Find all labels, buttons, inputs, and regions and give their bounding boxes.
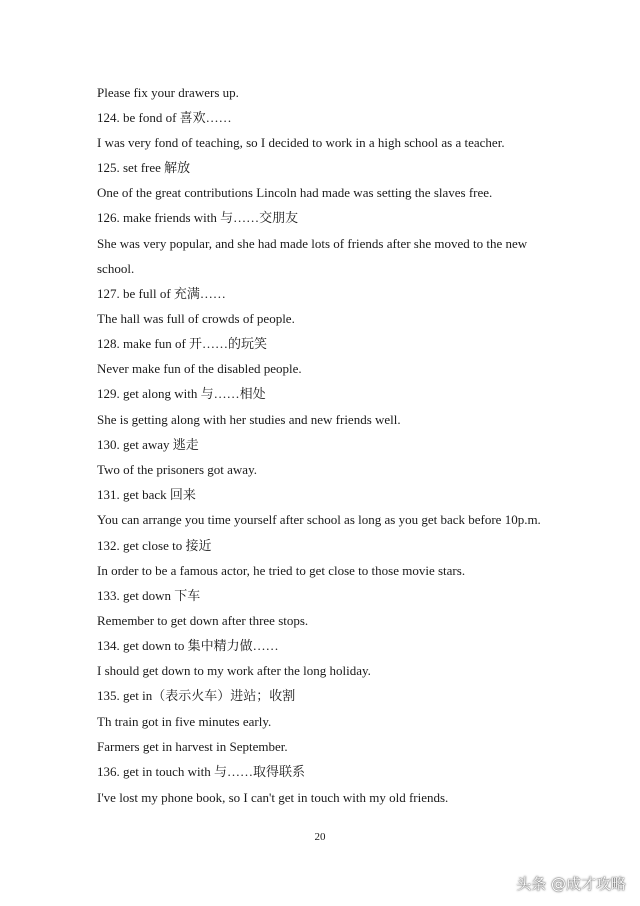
phrase-heading-128: 128. make fun of 开……的玩笑	[97, 336, 268, 351]
text-line: Please fix your drawers up.	[97, 85, 239, 100]
phrase-heading-125: 125. set free 解放	[97, 160, 191, 175]
watermark: 头条 @成才攻略	[516, 875, 626, 893]
example-sentence: I should get down to my work after the long holiday.	[97, 663, 371, 678]
example-sentence-continued: school.	[97, 261, 135, 276]
example-sentence: Two of the prisoners got away.	[97, 462, 257, 477]
phrase-heading-134: 134. get down to 集中精力做……	[97, 638, 279, 653]
example-sentence: The hall was full of crowds of people.	[97, 311, 295, 326]
example-sentence: In order to be a famous actor, he tried to get close to those movie stars.	[97, 563, 466, 578]
phrase-heading-132: 132. get close to 接近	[97, 538, 212, 553]
example-sentence: She was very popular, and she had made lots of friends after she moved to the new	[97, 236, 528, 251]
example-sentence: One of the great contributions Lincoln had made was setting the slaves free.	[97, 185, 493, 200]
phrase-heading-127: 127. be full of 充满……	[97, 286, 226, 301]
phrase-heading-135: 135. get in（表示火车）进站；收割	[97, 688, 296, 703]
example-sentence: Remember to get down after three stops.	[97, 613, 309, 628]
example-sentence: Never make fun of the disabled people.	[97, 361, 302, 376]
phrase-heading-136: 136. get in touch with 与……取得联系	[97, 764, 305, 779]
phrase-heading-133: 133. get down 下车	[97, 588, 201, 603]
example-sentence: Farmers get in harvest in September.	[97, 739, 288, 754]
phrase-heading-129: 129. get along with 与……相处	[97, 386, 266, 401]
example-sentence: I've lost my phone book, so I can't get in touch with my old friends.	[97, 790, 449, 805]
phrase-heading-126: 126. make friends with 与……交朋友	[97, 210, 299, 225]
example-sentence: I was very fond of teaching, so I decided to work in a high school as a teacher.	[97, 135, 505, 150]
page-number: 20	[314, 831, 326, 843]
phrase-heading-131: 131. get back 回来	[97, 487, 196, 502]
phrase-heading-124: 124. be fond of 喜欢……	[97, 110, 232, 125]
example-sentence: Th train got in five minutes early.	[97, 714, 272, 729]
example-sentence: You can arrange you time yourself after school as long as you get back before 10p.m.	[97, 512, 541, 527]
example-sentence: She is getting along with her studies and new friends well.	[97, 412, 401, 427]
phrase-heading-130: 130. get away 逃走	[97, 437, 199, 452]
